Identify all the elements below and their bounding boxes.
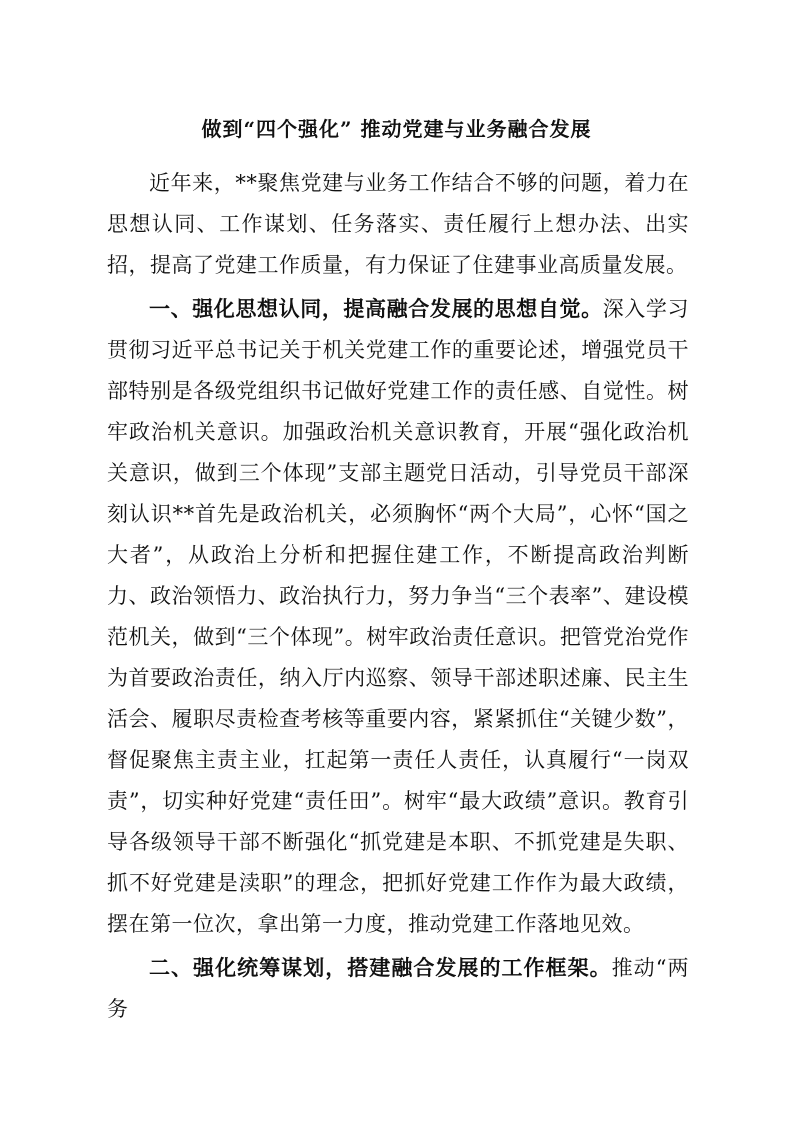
section-2-paragraph [107, 947, 689, 1030]
section-1-heading: 一、强化思想认同，提高融合发展的思想自觉。 [149, 296, 603, 321]
section-2-heading: 二、强化统筹谋划，搭建融合发展的工作框架。 [149, 955, 612, 980]
section-1-text: 深入学习贯彻习近平总书记关于机关党建工作的重要论述，增强党员干部特别是各级党组织书记做好党建工作的责任感、自觉性。树牢政治机关意识。加强政治机关意识教育，开展“强化政治机关意识，做到三个体现”支部主题党日活动，引导党员干部深刻认识**首先是政治机关，必须胸怀“两个大局”，心怀“国之大者”，从政治上分析和把握住建工作，不断提高政治判断力、政治领悟力、政治执行力，努力争当“三个表率”、建设模范机关，做到“三个体现”。树牢政治责任意识。把管党治党作为首要政治责任，纳入厅内巡察、领导干部述职述廉、民主生活会、履职尽责检查考核等重要内容，紧紧抓住“关键少数”，督促聚焦主责主业，扛起第一责任人责任，认真履行“一岗双责”，切实种好党建“责任田”。树牢“最大政绩”意识。教育引导各级领导干部不断强化“抓党建是本职、不抓党建是失职、抓不好党建是渎职”的理念，把抓好党建工作作为最大政绩，摆在第一位次，拿出第一力度，推动党建工作落地见效。 [107, 297, 689, 936]
document-title: 做到“四个强化” 推动党建与业务融合发展 [201, 117, 592, 141]
intro-paragraph: 近年来，**聚焦党建与业务工作结合不够的问题，着力在思想认同、工作谋划、任务落实、责任履行上想办法、出实招，提高了党建工作质量，有力保证了住建事业高质量发展。 [107, 171, 689, 277]
section-2-text: 推动“两务 [107, 956, 689, 1021]
section-1-paragraph [107, 288, 689, 945]
document-body [107, 163, 689, 1030]
